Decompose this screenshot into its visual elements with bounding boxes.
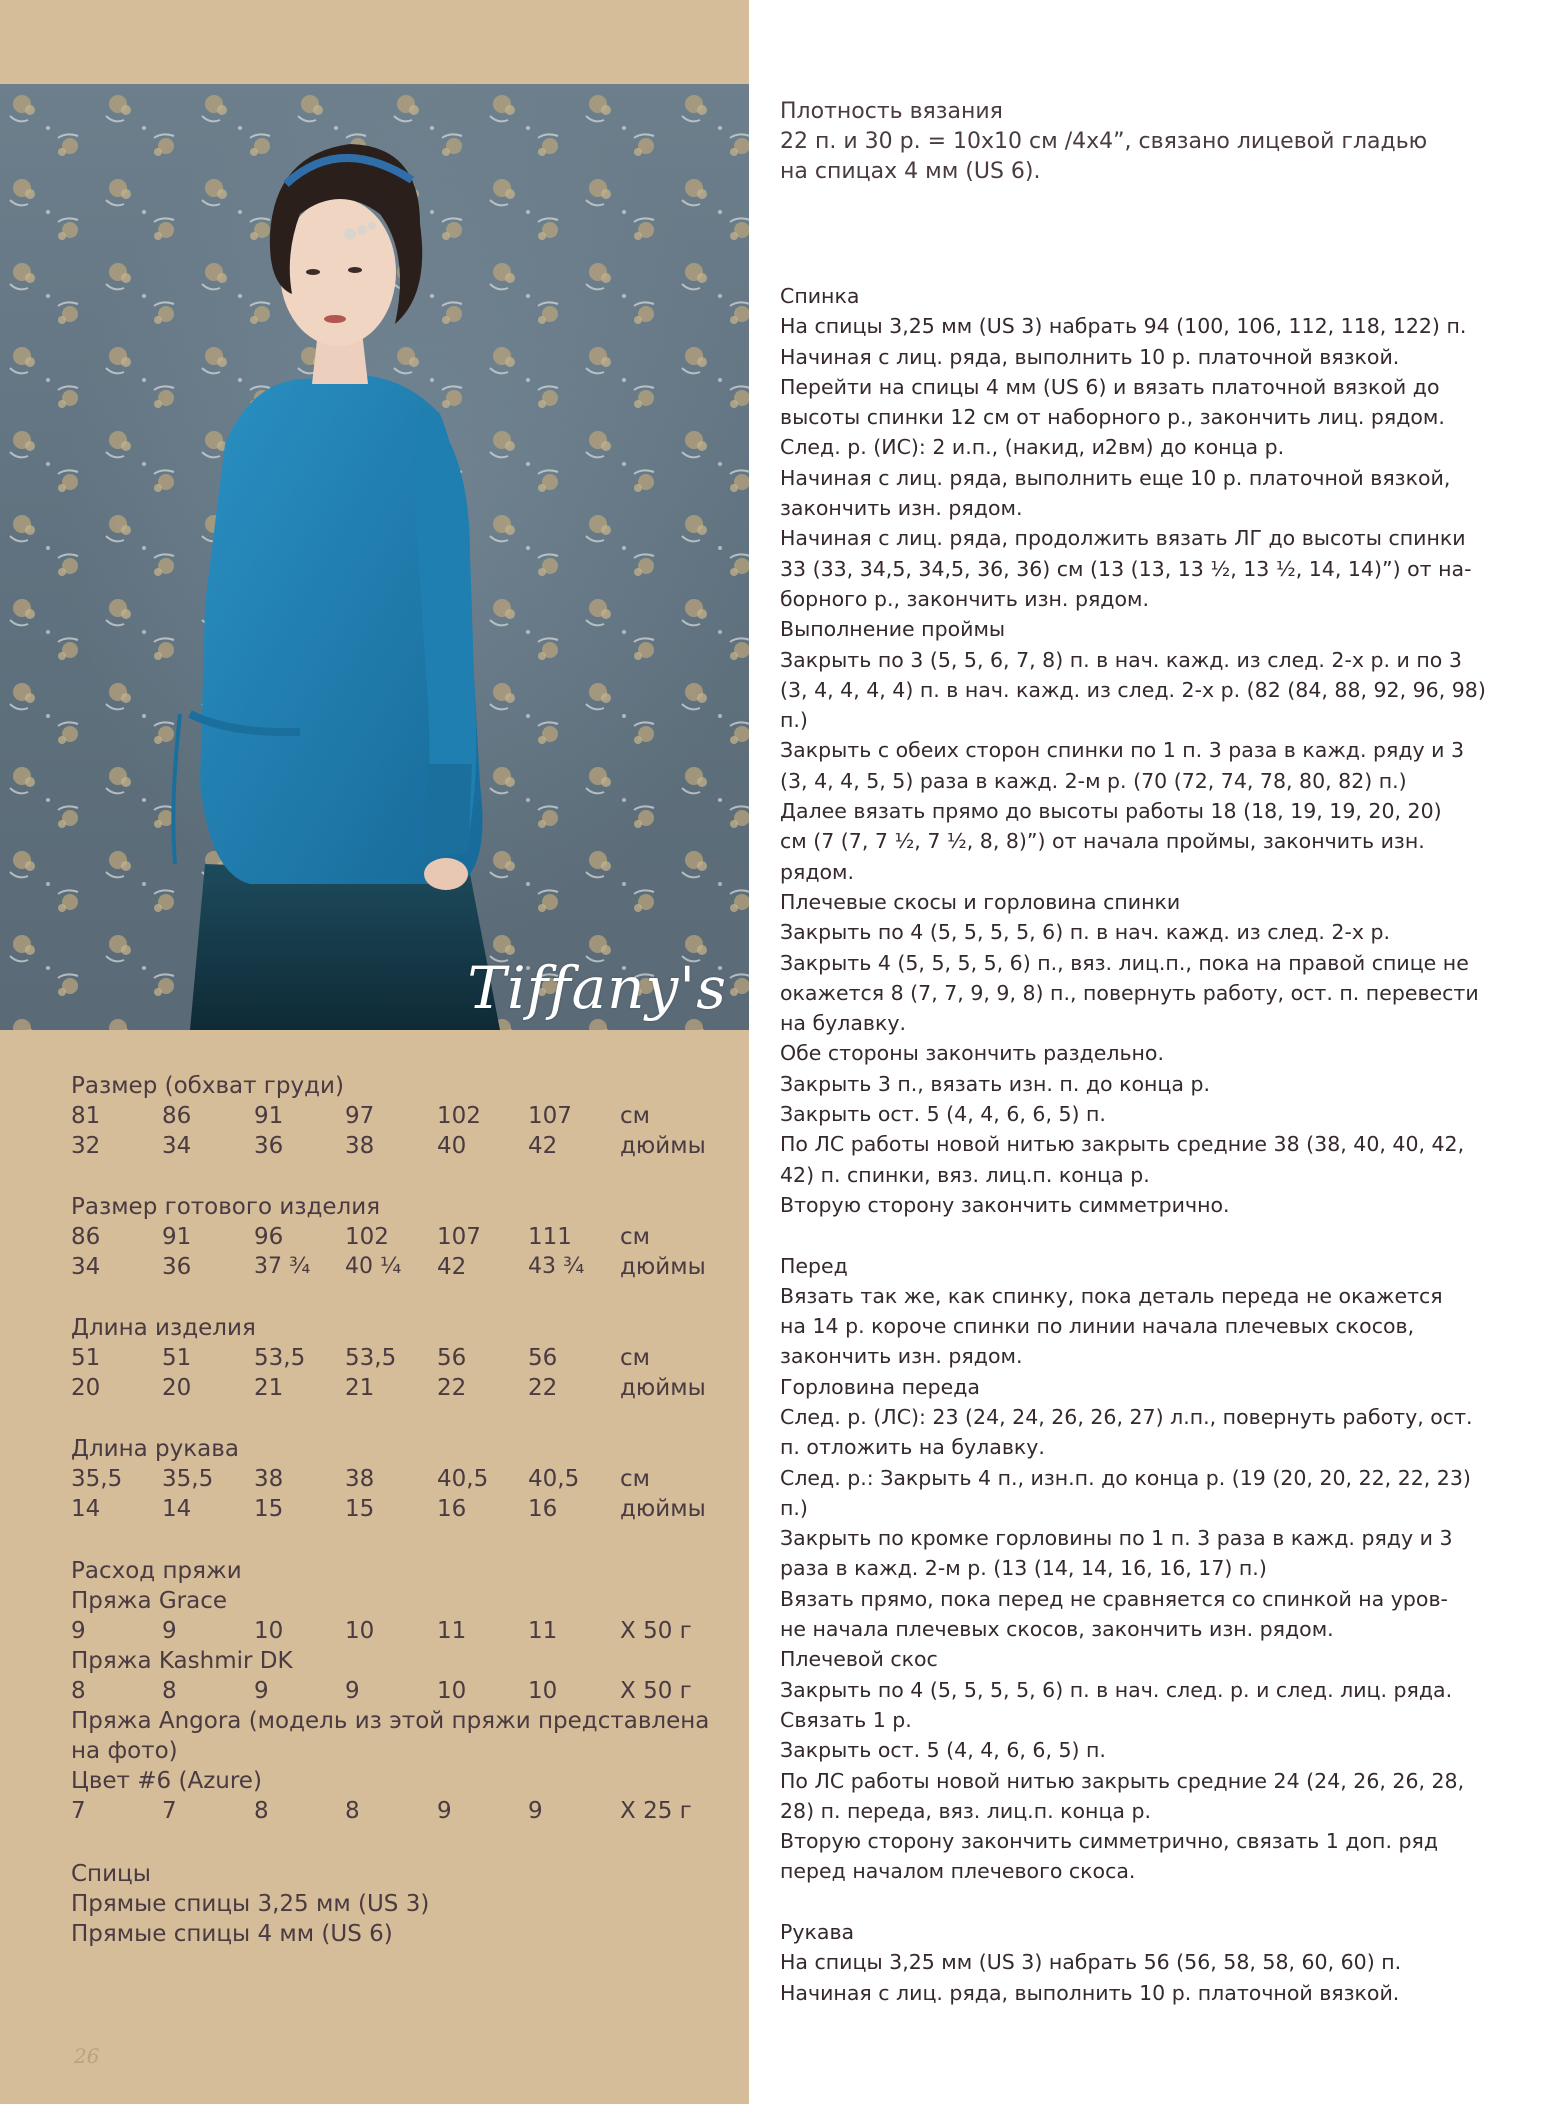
table-cell: 36 — [162, 1254, 192, 1280]
table-cell: 9 — [162, 1618, 177, 1644]
table-cell: 21 — [345, 1375, 375, 1401]
length-heading: Длина изделия — [71, 1315, 256, 1341]
table-cell: 14 — [162, 1496, 192, 1522]
table-cell: 102 — [437, 1103, 481, 1129]
back-line: Выполнение проймы — [780, 617, 1006, 642]
back-line: высоты спинки 12 см от наборного р., закончить лиц. рядом. — [780, 405, 1445, 430]
table-cell: 40 ¼ — [345, 1254, 402, 1279]
back-line: борного р., закончить изн. рядом. — [780, 586, 1149, 611]
back-line: на булавку. — [780, 1011, 907, 1036]
back-line: рядом. — [780, 859, 855, 884]
table-cell: 8 — [345, 1798, 360, 1824]
table-cell: 86 — [71, 1224, 101, 1250]
sleeve-row-inches — [71, 1494, 731, 1524]
gauge-section — [780, 97, 1480, 187]
back-line: Обе стороны закончить раздельно. — [780, 1041, 1164, 1066]
model-photo — [0, 84, 749, 1030]
unit-label: X 25 г — [620, 1798, 692, 1824]
back-line: Закрыть по 3 (5, 5, 6, 7, 8) п. в нач. кажд. из след. 2-х р. и по 3 — [780, 647, 1462, 672]
table-cell: 7 — [71, 1798, 86, 1824]
table-cell: 111 — [528, 1224, 572, 1250]
back-line: (3, 4, 4, 5, 5) раза в кажд. 2-м р. (70 (72, 74, 78, 80, 82) п.) — [780, 768, 1407, 793]
back-line: Начиная с лиц. ряда, выполнить 10 р. платочной вязкой. — [780, 344, 1400, 369]
table-cell: 9 — [437, 1798, 452, 1824]
back-line: окажется 8 (7, 7, 9, 9, 8) п., повернуть работу, ост. п. перевести — [780, 980, 1479, 1005]
front-line: на 14 р. короче спинки по линии начала плечевых скосов, — [780, 1314, 1415, 1339]
table-cell: 38 — [345, 1466, 375, 1492]
front-line: Плечевой скос — [780, 1647, 938, 1672]
table-cell: 97 — [345, 1103, 375, 1129]
table-cell: 38 — [345, 1133, 375, 1159]
table-cell: 7 — [162, 1798, 177, 1824]
needles-line: Прямые спицы 3,25 мм (US 3) — [71, 1891, 430, 1917]
back-line: 42) п. спинки, вяз. лиц.п. конца р. — [780, 1162, 1150, 1187]
table-cell: 9 — [528, 1798, 543, 1824]
length-row-cm — [71, 1343, 731, 1373]
back-line: По ЛС работы новой нитью закрыть средние 38 (38, 40, 40, 42, — [780, 1132, 1465, 1157]
back-line: След. р. (ИС): 2 и.п., (накид, и2вм) до конца р. — [780, 435, 1285, 460]
table-cell: 8 — [162, 1678, 177, 1704]
front-line: Вторую сторону закончить симметрично, связать 1 доп. ряд — [780, 1829, 1439, 1854]
table-cell: 10 — [437, 1678, 467, 1704]
table-cell: 51 — [71, 1345, 101, 1371]
table-cell: 86 — [162, 1103, 192, 1129]
model-figure-illustration — [0, 84, 749, 1030]
table-cell: 51 — [162, 1345, 192, 1371]
photo-caption-tiffanys: Tiffany's — [467, 954, 727, 1022]
length-row-inches — [71, 1373, 731, 1403]
table-cell: 34 — [71, 1254, 101, 1280]
table-cell: 22 — [528, 1375, 558, 1401]
front-line: п.) — [780, 1495, 808, 1520]
table-cell: 102 — [345, 1224, 389, 1250]
table-cell: 56 — [437, 1345, 467, 1371]
table-cell: 107 — [528, 1103, 572, 1129]
table-cell: 40,5 — [528, 1466, 580, 1492]
back-line: Закрыть 4 (5, 5, 5, 5, 6) п., вяз. лиц.п., пока на правой спице не — [780, 950, 1469, 975]
back-line: На спицы 3,25 мм (US 3) набрать 94 (100, 106, 112, 118, 122) п. — [780, 314, 1467, 339]
left-panel — [0, 0, 749, 2104]
back-line: (3, 4, 4, 4, 4) п. в нач. кажд. из след. 2-х р. (82 (84, 88, 92, 96, 98) — [780, 677, 1486, 702]
length-section — [71, 1313, 731, 1403]
table-cell: 11 — [437, 1618, 467, 1644]
table-cell: 91 — [162, 1224, 192, 1250]
yarn-heading: Расход пряжи — [71, 1558, 242, 1584]
finished-size-section — [71, 1192, 731, 1282]
front-line: По ЛС работы новой нитью закрыть средние 24 (24, 26, 26, 28, — [780, 1768, 1465, 1793]
table-cell: 91 — [254, 1103, 284, 1129]
yarn-kashmir-label: Пряжа Kashmir DK — [71, 1648, 293, 1674]
table-cell: 53,5 — [254, 1345, 306, 1371]
table-cell: 22 — [437, 1375, 467, 1401]
yarn-angora-row — [71, 1796, 731, 1826]
back-section — [780, 281, 1486, 1220]
front-heading: Перед — [780, 1253, 848, 1278]
table-cell: 81 — [71, 1103, 101, 1129]
size-section — [71, 1071, 731, 1161]
sleeve-row-cm — [71, 1464, 731, 1494]
sleeves-section — [780, 1917, 1480, 2008]
table-cell: 14 — [71, 1496, 101, 1522]
back-line: Закрыть по 4 (5, 5, 5, 5, 6) п. в нач. кажд. из след. 2-х р. — [780, 920, 1391, 945]
unit-label: см — [620, 1466, 650, 1492]
yarn-section — [71, 1556, 731, 1826]
front-section — [780, 1251, 1480, 1887]
gauge-heading: Плотность вязания — [780, 99, 1003, 124]
table-cell: 15 — [254, 1496, 284, 1522]
table-cell: 36 — [254, 1133, 284, 1159]
table-cell: 34 — [162, 1133, 192, 1159]
front-line: Горловина переда — [780, 1374, 980, 1399]
table-cell: 107 — [437, 1224, 481, 1250]
front-line: След. р.: Закрыть 4 п., изн.п. до конца р. (19 (20, 20, 22, 22, 23) — [780, 1465, 1471, 1490]
back-line: закончить изн. рядом. — [780, 496, 1023, 521]
unit-label: X 50 г — [620, 1678, 692, 1704]
back-line: Далее вязать прямо до высоты работы 18 (18, 19, 19, 20, 20) — [780, 799, 1442, 824]
unit-label: см — [620, 1345, 650, 1371]
back-line: Закрыть ост. 5 (4, 4, 6, 6, 5) п. — [780, 1102, 1106, 1127]
table-cell: 38 — [254, 1466, 284, 1492]
table-cell: 10 — [528, 1678, 558, 1704]
yarn-angora-label: Пряжа Angora (модель из этой пряжи представлена — [71, 1708, 710, 1734]
front-line: Связать 1 р. — [780, 1707, 912, 1732]
front-line: закончить изн. рядом. — [780, 1344, 1023, 1369]
size-row-inches — [71, 1131, 731, 1161]
size-heading: Размер (обхват груди) — [71, 1073, 344, 1099]
sleeve-length-heading: Длина рукава — [71, 1436, 239, 1462]
table-cell: 53,5 — [345, 1345, 397, 1371]
needles-line: Прямые спицы 4 мм (US 6) — [71, 1921, 393, 1947]
gauge-line: 22 п. и 30 р. = 10х10 см /4х4”, связано лицевой гладью — [780, 129, 1428, 154]
sleeves-line: На спицы 3,25 мм (US 3) набрать 56 (56, 58, 58, 60, 60) п. — [780, 1950, 1402, 1975]
size-row-cm — [71, 1101, 731, 1131]
front-line: п. отложить на булавку. — [780, 1435, 1045, 1460]
unit-label: см — [620, 1103, 650, 1129]
table-cell: 40 — [437, 1133, 467, 1159]
finished-row-cm — [71, 1222, 731, 1252]
gauge-line: на спицах 4 мм (US 6). — [780, 159, 1041, 184]
unit-label: см — [620, 1224, 650, 1250]
front-line: След. р. (ЛС): 23 (24, 24, 26, 26, 27) л.п., повернуть работу, ост. — [780, 1404, 1473, 1429]
front-line: Вязать так же, как спинку, пока деталь переда не окажется — [780, 1283, 1443, 1308]
front-line: 28) п. переда, вяз. лиц.п. конца р. — [780, 1798, 1152, 1823]
unit-label: дюймы — [620, 1496, 706, 1522]
table-cell: 11 — [528, 1618, 558, 1644]
table-cell: 20 — [162, 1375, 192, 1401]
table-cell: 9 — [71, 1618, 86, 1644]
instructions-column — [780, 97, 1486, 2005]
table-cell: 35,5 — [71, 1466, 123, 1492]
yarn-grace-label: Пряжа Grace — [71, 1588, 228, 1614]
back-line: Закрыть с обеих сторон спинки по 1 п. 3 раза в кажд. ряду и 3 — [780, 738, 1465, 763]
front-line: перед началом плечевого скоса. — [780, 1859, 1136, 1884]
back-line: см (7 (7, 7 ½, 7 ½, 8, 8)”) от начала проймы, закончить изн. — [780, 829, 1425, 854]
back-line: Закрыть 3 п., вязать изн. п. до конца р. — [780, 1071, 1210, 1096]
table-cell: 32 — [71, 1133, 101, 1159]
table-cell: 42 — [437, 1254, 467, 1280]
unit-label: X 50 г — [620, 1618, 692, 1644]
front-line: не начала плечевых скосов, закончить изн. рядом. — [780, 1617, 1334, 1642]
unit-label: дюймы — [620, 1254, 706, 1280]
table-cell: 10 — [254, 1618, 284, 1644]
yarn-grace-row — [71, 1616, 731, 1646]
table-cell: 40,5 — [437, 1466, 489, 1492]
table-cell: 10 — [345, 1618, 375, 1644]
yarn-color-label: Цвет #6 (Azure) — [71, 1768, 262, 1794]
table-cell: 9 — [345, 1678, 360, 1704]
front-line: Закрыть по кромке горловины по 1 п. 3 раза в кажд. ряду и 3 — [780, 1526, 1453, 1551]
unit-label: дюймы — [620, 1375, 706, 1401]
table-cell: 15 — [345, 1496, 375, 1522]
table-cell: 43 ¾ — [528, 1254, 585, 1279]
back-heading: Спинка — [780, 284, 860, 308]
back-line: Вторую сторону закончить симметрично. — [780, 1192, 1230, 1217]
back-line: Начиная с лиц. ряда, выполнить еще 10 р. платочной вязкой, — [780, 465, 1451, 490]
table-cell: 8 — [254, 1798, 269, 1824]
unit-label: дюймы — [620, 1133, 706, 1159]
back-line: п.) — [780, 708, 808, 733]
front-line: Вязать прямо, пока перед не сравняется со спинкой на уров- — [780, 1586, 1448, 1611]
front-line: раза в кажд. 2-м р. (13 (14, 14, 16, 16, 17) п.) — [780, 1556, 1267, 1581]
yarn-angora-label-cont: на фото) — [71, 1738, 178, 1764]
table-cell: 16 — [437, 1496, 467, 1522]
sleeves-heading: Рукава — [780, 1920, 855, 1945]
table-cell: 8 — [71, 1678, 86, 1704]
back-line: 33 (33, 34,5, 34,5, 36, 36) см (13 (13, 13 ½, 13 ½, 14, 14)”) от на- — [780, 556, 1472, 581]
yarn-kashmir-row — [71, 1676, 731, 1706]
table-cell: 35,5 — [162, 1466, 214, 1492]
back-line: Плечевые скосы и горловина спинки — [780, 889, 1181, 914]
finished-size-heading: Размер готового изделия — [71, 1194, 381, 1220]
needles-heading: Спицы — [71, 1861, 151, 1887]
table-cell: 37 ¾ — [254, 1254, 311, 1279]
back-line: Перейти на спицы 4 мм (US 6) и вязать платочной вязкой до — [780, 374, 1440, 399]
page-number: 26 — [74, 2044, 100, 2068]
table-cell: 16 — [528, 1496, 558, 1522]
sleeve-length-section — [71, 1434, 731, 1524]
sleeves-line: Начиная с лиц. ряда, выполнить 10 р. платочной вязкой. — [780, 1980, 1400, 2005]
back-line: Начиная с лиц. ряда, продолжить вязать ЛГ до высоты спинки — [780, 526, 1466, 551]
table-cell: 20 — [71, 1375, 101, 1401]
table-cell: 9 — [254, 1678, 269, 1704]
finished-row-inches — [71, 1252, 731, 1282]
table-cell: 21 — [254, 1375, 284, 1401]
table-cell: 42 — [528, 1133, 558, 1159]
needles-section — [71, 1859, 731, 1949]
front-line: Закрыть ост. 5 (4, 4, 6, 6, 5) п. — [780, 1738, 1106, 1763]
instructions-body — [780, 281, 1486, 2038]
table-cell: 96 — [254, 1224, 284, 1250]
front-line: Закрыть по 4 (5, 5, 5, 5, 6) п. в нач. след. р. и след. лиц. ряда. — [780, 1677, 1453, 1702]
table-cell: 56 — [528, 1345, 558, 1371]
